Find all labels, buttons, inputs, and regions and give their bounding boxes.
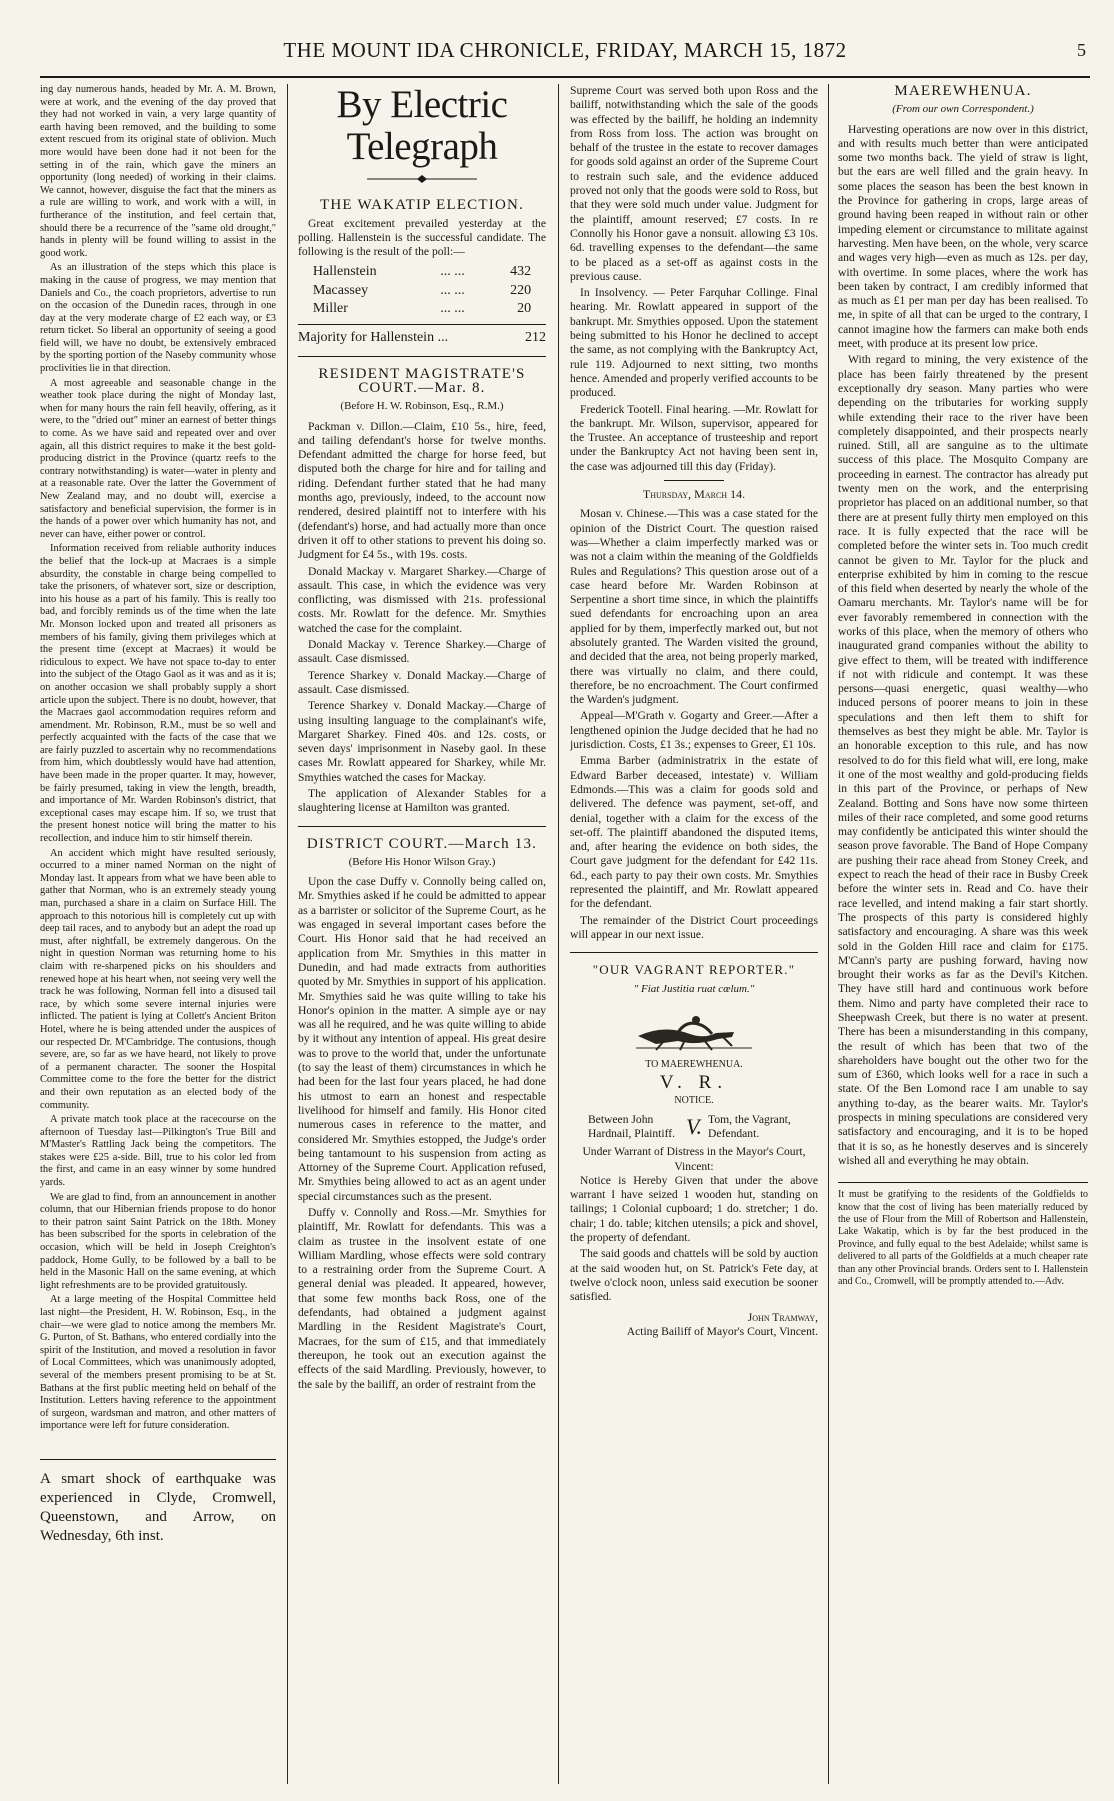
majority-line <box>298 324 546 345</box>
court-case: Emma Barber (administratrix in the estate of Edward Barber deceased, intestate) v. William Edmonds.—This was a claim for goods sold and delivered. The defence was payment, set-off, and denial, together with a claim for the excess of the set-off. The plaintiff abandoned the disputed items, and, after hearing the evidence on both sides, the Court gave judgment for the defendant for £42 11s. 6d., each party to pay their own costs. Mr. Smythies represented the plaintiff, and Mr. Rowlatt appeared for the defendant. <box>570 754 818 911</box>
article-paragraph: At a large meeting of the Hospital Committee held last night—the President, H. W. Robinson, Esq., in the chair—we were glad to notice among the members Mr. G. Purton, of St. Bathans, who entered cordially into the spirit of the Institution, and moved a resolution in favor of Local Committees, which was unanimously adopted, several of the members present promising to be at St. Bathans at the first public meeting held on behalf of the Institution. Letters having reference to the appointment of surgeon, wardsman and matron, and other matters of importance were left for future consideration. <box>40 1294 276 1432</box>
majority-label: Majority for Hallenstein ... <box>298 330 449 346</box>
candidate-name: Miller <box>312 301 348 317</box>
defendant: Tom, the Vagrant, Defendant. <box>708 1112 791 1140</box>
poll-row: Miller ... ... 20 <box>313 300 531 318</box>
court-case: Frederick Tootell. Final hearing. —Mr. Rowlatt for the bankrupt. Mr. Wilson, supervisor, appeared for the Trustee. An acceptance of trusteeship and report under the Bankruptcy Act not having been sent in, the case was adjourned till this day (Friday). <box>570 402 818 473</box>
article-paragraph: A private match took place at the racecourse on the afternoon of Tuesday last—Pilkington's True Bill and M'Master's Rattling Jack being the competitors. The stakes were £25 a-side. Bill, true to his color led from the first, and came in an easy winner by some hundred yards. <box>40 1114 276 1189</box>
vagrant-notice <box>570 1058 818 1174</box>
election-intro: Great excitement prevailed yesterday at the polling. Hallenstein is the successful candidate. The following is the result of the poll:— <box>298 216 546 259</box>
candidate-votes: 220 <box>510 282 532 298</box>
poll-row: Macassey ... ... 220 <box>313 282 531 300</box>
versus: V. <box>685 1113 703 1139</box>
court-case: Terence Sharkey v. Donald Mackay.—Charge of assault. Case dismissed. <box>298 668 546 696</box>
election-heading: THE WAKATIP ELECTION. <box>320 197 524 214</box>
thursday-date: Thursday, March 14. <box>642 487 746 502</box>
newspaper-title: THE MOUNT IDA CHRONICLE, FRIDAY, MARCH 15, 1872 <box>283 38 847 62</box>
majority-value: 212 <box>525 330 546 346</box>
notice-body: The said goods and chattels will be sold by auction at the said wooden hut, on St. Patrick's Fete day, at twelve o'clock noon, unless said execution be sooner satisfied. <box>570 1247 818 1304</box>
vagrant-heading: "OUR VAGRANT REPORTER." <box>592 962 796 978</box>
notice-to: TO MAEREWHENUA. <box>645 1058 743 1070</box>
court-case: Donald Mackay v. Terence Sharkey.—Charge of assault. Case dismissed. <box>298 638 546 666</box>
masthead <box>40 30 1090 78</box>
signature <box>570 1311 818 1340</box>
rm-court-heading: RESIDENT MAGISTRATE'S COURT.—Mar. 8. <box>318 365 526 396</box>
plaintiff: Between John Hardnail, Plaintiff. <box>587 1112 675 1140</box>
column-rule <box>558 84 559 1784</box>
royal-cypher: V. R. <box>659 1072 729 1094</box>
poll-row: Hallenstein ... ... 432 <box>313 263 531 281</box>
court-case: Mosan v. Chinese.—This was a case stated for the opinion of the District Court. The question raised was—Whether a claim imperfectly marked was or was not a claim within the meaning of the Goldfields Rules and Regulations? This question arose out of a case heard before Mr. Warden Robinson at Serpentine a short time since, in which the plaintiffs sued defendants for encroaching upon an area applied for by them, imperfectly marked out, but not absolutely granted. The Warden visited the ground, and decided that the area, not being properly marked, there was virtually no claim, and there could, therefore, be no encroachment. The Court confirmed the Warden's judgment. <box>570 507 818 707</box>
article-paragraph: An accident which might have resulted seriously, occurred to a miner named Norman on the night of Monday last. It appears from what we have been able to gather that Norman, who is an extremely steady young man, purchased a share in a claim on Surface Hill. The approach to this notorious hill is completely cut up with deep tail races, and to anybody but an adept the road up must, after nightfall, be extremely dangerous. On the night in question Norman was returning home to his claim with re-sharpened picks on his shoulders and renewed hope at his heart when, not seeing very well the track he was following, Norman fell into a disused tail race, by which some severe internal injuries were inflicted. The patient is lying at Collett's Ancient Briton Hotel, where he is being attended under the auspices of our respected Dr. M'Cambridge. The contusions, though severe, are, so far as we have heard, not likely to prove of a permanent character. The sooner the Hospital Committee come to the fore the better for the district and their own reputation as an elected body of the community. <box>40 847 276 1111</box>
article-paragraph: We are glad to find, from an announcement in another column, that our Hibernian friends propose to do honor to their patron saint Saint Patrick on the 18th. Money has been subscribed for the sports in celebration of the occasion, which will be held in Joseph Creighton's paddock, Home Gully, to be followed by a ball to be held in the Masonic Hall on the same evening, at which light refreshments are to be provided gratuitously. <box>40 1191 276 1291</box>
notice-label: NOTICE. <box>674 1095 714 1107</box>
candidate-votes: 432 <box>510 264 532 280</box>
column-4 <box>838 84 1088 1784</box>
article-paragraph: A most agreeable and seasonable change in the weather took place during the night of Monday last, when for many hours the rain fell heavily, offering, as it were, to the "dried out" miner an earnest of better things to come. As we have said and repeated over and over again, all this district requires to make it the best gold-producing district in the Province (quartz reefs to the contrary notwithstanding) is water—water in plenty and at a reasonable rate. Over the latter the Government of New Zealand may, and no doubt will, exercise a satisfactory and beneficial supervision, the former is in the hands of a power over which humanity has not, and never can have, either power or control. <box>40 377 276 540</box>
telegraph-banner: By Electric Telegraph <box>336 84 508 168</box>
warrant-line: Under Warrant of Distress in the Mayor's Court, Vincent: <box>582 1145 806 1173</box>
correspondent-sub: (From our own Correspondent.) <box>892 103 1034 116</box>
article-paragraph: As an illustration of the steps which this place is making in the cause of progress, we may mention that Daniels and Co., the coach proprietors, advertise to run on the occasion of the Dunedin races, through in one day at the very moderate charge of £2 each way, or £3 return ticket. So liberal an opportunity of seeing a good field will, we have no doubt, be extensively embraced by the sporting portion of the Naseby community whose proclivities lie in that direction. <box>40 262 276 375</box>
flour-advertisement: It must be gratifying to the residents of the Goldfields to know that the cost of living has been materially reduced by the use of Flour from the Mill of Robertson and Hallenstein, Lake Wakatip, which is by far the best produced in the Province, and fully equal to the best Adelaide; whilst same is delivered to all parts of the Goldfields at a much cheaper rate than any other Provincial brands. Orders sent to I. Hallenstein and Co., Cromwell, will be promptly attended to.—Adv. <box>838 1182 1088 1288</box>
article-paragraph: With regard to mining, the very existence of the place has been fairly threatened by the present exceptionally dry season. Many parties who were depending on the tributaries for working supply while extending their race to the river have been completely disappointed, and their prospects nearly ruined. Still, all are sanguine as to the ultimate success of this place. The Mosquito Company are proceeding in earnest. The contractor has already put twenty men on the work, and the enterprising proprietor has placed on an additional number, so that there are at present fully thirty men employed on this race. It is fully expected that the race will be completed before the winter sets in. Too much credit cannot be given to Mr. Taylor for the pluck and enterprise exhibited by him in coming to the rescue of this field when deserted by nearly the whole of the Oamaru merchants. Mr. Taylor's name will be for ever favorably remembered in connection with the works of this place, when the memory of others who inaugurated grand companies without the ability to give effect to them, will be treated with indifference if not with ridicule and contempt. It was these persons—quasi energetic, quasi wealthy—who induced persons of poorer means to join in these speculations and then left them to shift for themselves as best they might be able. Mr. Taylor is an honorable exception to this rule, and has now resolved to do for this field what will, ere long, make it one of the most wealthy and gold-producing fields in this part of the Province, or perhaps of New Zealand. Botting and Sons have now some thirteen miles of their race completed, and some good returns may confidently be anticipated this winter should the season prove favorable. The Band of Hope Company are pushing their race ahead from Stoney Creek, and expect to reach the head of their race in Busby Creek before the winter sets in. Read and Co. have their race levelled, and intend making a fair start shortly. The prospects of this party is considered highly satisfactory and encouraging. A share was this week sold in the Golden Hill race and claim for £175. M'Cann's party are pushing forward, having now brought their works as far as the Devil's Kitchen. They have still hard and continuous work before them. Nimo and party have completed their race to Sheepwash Creek, but there is no water at present. There has been a misunderstanding in this company, the result of which has been that two of the shareholders have bought out the other two for the sum of £360, which looks well for a race in such a state. Of the Ben Lomond race I am unable to say anything to-day, as the bearer waits. Mr. Taylor's prospects in mining speculations are considered very satisfactory and encouraging, and it is to be hoped that it is so, as he honestly deserves and is sincerely wished all and everything he may obtain. <box>838 353 1088 1167</box>
page-number: 5 <box>1077 40 1086 60</box>
column-rule <box>287 84 288 1784</box>
court-case: Terence Sharkey v. Donald Mackay.—Charge of using insulting language to the complainant's wife, Margaret Sharkey. Fined 40s. and 12s. costs, or seven days' imprisonment in Naseby gaol. In these cases Mr. Rowlatt appeared for Sharkey, while Mr. Smythies watched the cases for Mackay. <box>298 699 546 784</box>
district-court-heading: DISTRICT COURT.—March 13. <box>306 835 538 852</box>
candidate-name: Hallenstein <box>312 264 377 280</box>
column-1 <box>40 84 276 1784</box>
court-case: Upon the case Duffy v. Connolly being called on, Mr. Smythies asked if he could be admitted to appear as a barrister or solicitor of the Supreme Court, as he was engaged in several important cases before the Court. His Honor said that he had received an application from Mr. Smythies in this matter in Dunedin, and had made extracts from authorities quoted by Mr. Smythies in support of his application. Mr. Smythies said he was quite willing to take his Honor's opinion in the matter. A simple aye or nay was all he required, and he was quite willing to abide by it without any intention of appeal. His great desire was to prove to the world that, under the unfortunate (to say the least of them) circumstances in which he had been for the last four years placed, he had done his utmost to earn an honest and respectable livelihood for himself and family. His Honor cited numerous cases in reference to the matter, and considered Mr. Smythies estopped, the Judge's order being tantamount to his suspension from acting as Attorney of the Supreme Court. Application refused, Mr. Smythies being allowed to act as an agent under special circumstances such as the present. <box>298 875 546 1203</box>
signer-title: Acting Bailiff of Mayor's Court, Vincent. <box>626 1324 818 1338</box>
ornament-divider-icon <box>298 174 546 188</box>
horse-race-illustration-icon <box>634 1006 754 1052</box>
earthquake-notice: A smart shock of earthquake was experienced in Clyde, Cromwell, Queenstown, and Arrow, on Wednesday, 6th inst. <box>40 1459 276 1546</box>
maerewhenua-heading: MAEREWHENUA. <box>894 84 1032 99</box>
vagrant-motto: " Fiat Justitia ruat cœlum." <box>633 982 755 995</box>
poll-results-table <box>313 263 531 318</box>
column-3 <box>570 84 818 1784</box>
notice-parties <box>570 1113 818 1142</box>
candidate-name: Macassey <box>312 282 369 298</box>
court-case: Packman v. Dillon.—Claim, £10 5s., hire, feed, and tailing defendant's horse for twelve months. Defendant admitted the charge for horse feed, but disputed both the charge for hire and for tailing and riding. Defendant further stated that he had many months ago, previously, indeed, to the account now rendered, desired plaintiff not to interfere with his (defendant's) horse, and had actually more than once driven it off to other stations to prevent his doing so. Judgment for £4 5s., with 19s. costs. <box>298 419 546 562</box>
court-case: Supreme Court was served both upon Ross and the bailiff, notwithstanding which the sale of the goods was effected by the bailiff, he holding an indemnity from Ross from loss. The action was brought on behalf of the trustee in the estate to recover damages for goods sold against an order of the Supreme Court to restrain such sale, and the evidence adduced proved not only that the goods were sold to Ross, but that they were sold much under value. Judgment for the plaintiff, amount reserved; £7 costs. In re Connolly his Honor gave a nonsuit. allowing £3 10s. 6d. travelling expenses to the defendant—the same to be placed as a set-off as against costs in the previous cause. <box>570 84 818 283</box>
column-2 <box>298 84 546 1784</box>
article-paragraph: Information received from reliable authority induces the belief that the lock-up at Macraes is a simple absurdity, the constable in charge being compelled to take the prisoners, of whatever sort, size or description, into his house as a part of his family. This is really too bad, and forcibly reminds us of the time when the late Mr. Monson locked upon and treated all prisoners as members of his family, giving them privileges which at the present time (except at Macraes) it would be ridiculous to expect. We have not space to-day to enter into the subject of the Otago Gaol as it was and as it is; on another occasion we shall probably supply a short article upon the subject. There is no doubt, however, that the Macraes gaol accommodation requires reform and amendment. Mr. Robinson, R.M., must be so well and perfectly acquainted with the facts of the case that we are fairly puzzled to ascertain why no recommendations from him, which doubtlessly would have had attention, have been made in the proper quarter. It may, however, be fairly presumed, taking in view the length, breadth, and importance of Mr. Warden Robinson's district, that exceptional cases may escape him. If so, we trust that the present honest notice will bring the matter to his recollection, and induce him to stir himself therein. <box>40 543 276 845</box>
court-case: Donald Mackay v. Margaret Sharkey.—Charge of assault. This case, in which the evidence was very conflicting, was dismissed with 21s. professional costs. Mr. Rowlatt for the defence. Mr. Smythies watched the case for the complaint. <box>298 564 546 635</box>
notice-body: Notice is Hereby Given that under the above warrant I have seized 1 wooden hut, standing on tailings; 1 Colonial cupboard; 1 do. stretcher; 1 do. chair; 1 do. table; kitchen utensils; a pick and shovel, the property of defendant. <box>570 1173 818 1245</box>
court-case: In Insolvency. — Peter Farquhar Collinge. Final hearing. Mr. Rowlatt appeared in support of the bankrupt. Mr. Smythies opposed. Upon the statement being submitted to his Honor he declined to accept the same, as not complying with the Bankruptcy Act, rule 119. Adjourned to next sitting, two months hence. Amended and properly verified accounts to be produced. <box>570 286 818 400</box>
court-case: The application of Alexander Stables for a slaughtering license at Hamilton was granted. <box>298 786 546 815</box>
court-case: Appeal—M'Grath v. Gogarty and Greer.—After a lengthened opinion the Judge decided that he had no jurisdiction. Costs, £1 3s.; expenses to Greer, £1 10s. <box>570 709 818 752</box>
district-court-sub: (Before His Honor Wilson Gray.) <box>348 855 496 868</box>
article-paragraph: Harvesting operations are now over in this district, and with results much better than were anticipated some two months back. The yield of straw is light, but the ears are well filled and the grain heavy. In some places the season has been the best known in the Province for gathering in crops, large areas of ground having been reaped in without rain or other impeding element or circumstance to militate against harvesting. Men have been, on the whole, very scarce and wages very high—even as much as 12s. per day, with overtime. In some places, where the work has been taken by contract, I am credibly informed that as much as £1 per man per day has been realised. To me, in spite of all that can be urged to the contrary, I cannot imagine how the farmers can make both ends meet, with produce at its present low price. <box>838 122 1088 351</box>
article-paragraph: ing day numerous hands, headed by Mr. A. M. Brown, were at work, and the evening of the day proved that they had not worked in vain, a very large quantity of earth having been removed, and the building to some extent rescued from its original state of oblivion. Much more would have been done had it not been for the setting in of the rain, which gave the miners an opportunity (long needed) of working in their claims. We cannot, however, disguise the fact that the miners as a rule are willing to work, and work with a will, in furtherance of the institution, and feel certain that, should there be a recurrence of the "same old drought," hands in plenty will be found willing to assist in the good work. <box>40 84 276 259</box>
rm-court-sub: (Before H. W. Robinson, Esq., R.M.) <box>340 400 504 413</box>
court-case: Duffy v. Connolly and Ross.—Mr. Smythies for plaintiff, Mr. Rowlatt for defendants. This was a claim as trustee in the insolvent estate of one William Mardling, whose effects were sold contrary to a restraining order from the Supreme Court. A general denial was pleaded. It appeared, however, that some few months back Ross, one of the defendants, had obtained a judgment against Mardling in the Resident Magistrate's Court, Macraes, for the sum of £15, and that immediately thereupon, he took out an execution against the effects of the said Mardling. Previously, however, to the sale by the bailiff, an order of restraint from the <box>298 1206 546 1391</box>
signer-name: John Tramway, <box>747 1310 818 1324</box>
court-case: The remainder of the District Court proceedings will appear in our next issue. <box>570 913 818 941</box>
column-rule <box>828 84 829 1784</box>
candidate-votes: 20 <box>517 301 532 317</box>
